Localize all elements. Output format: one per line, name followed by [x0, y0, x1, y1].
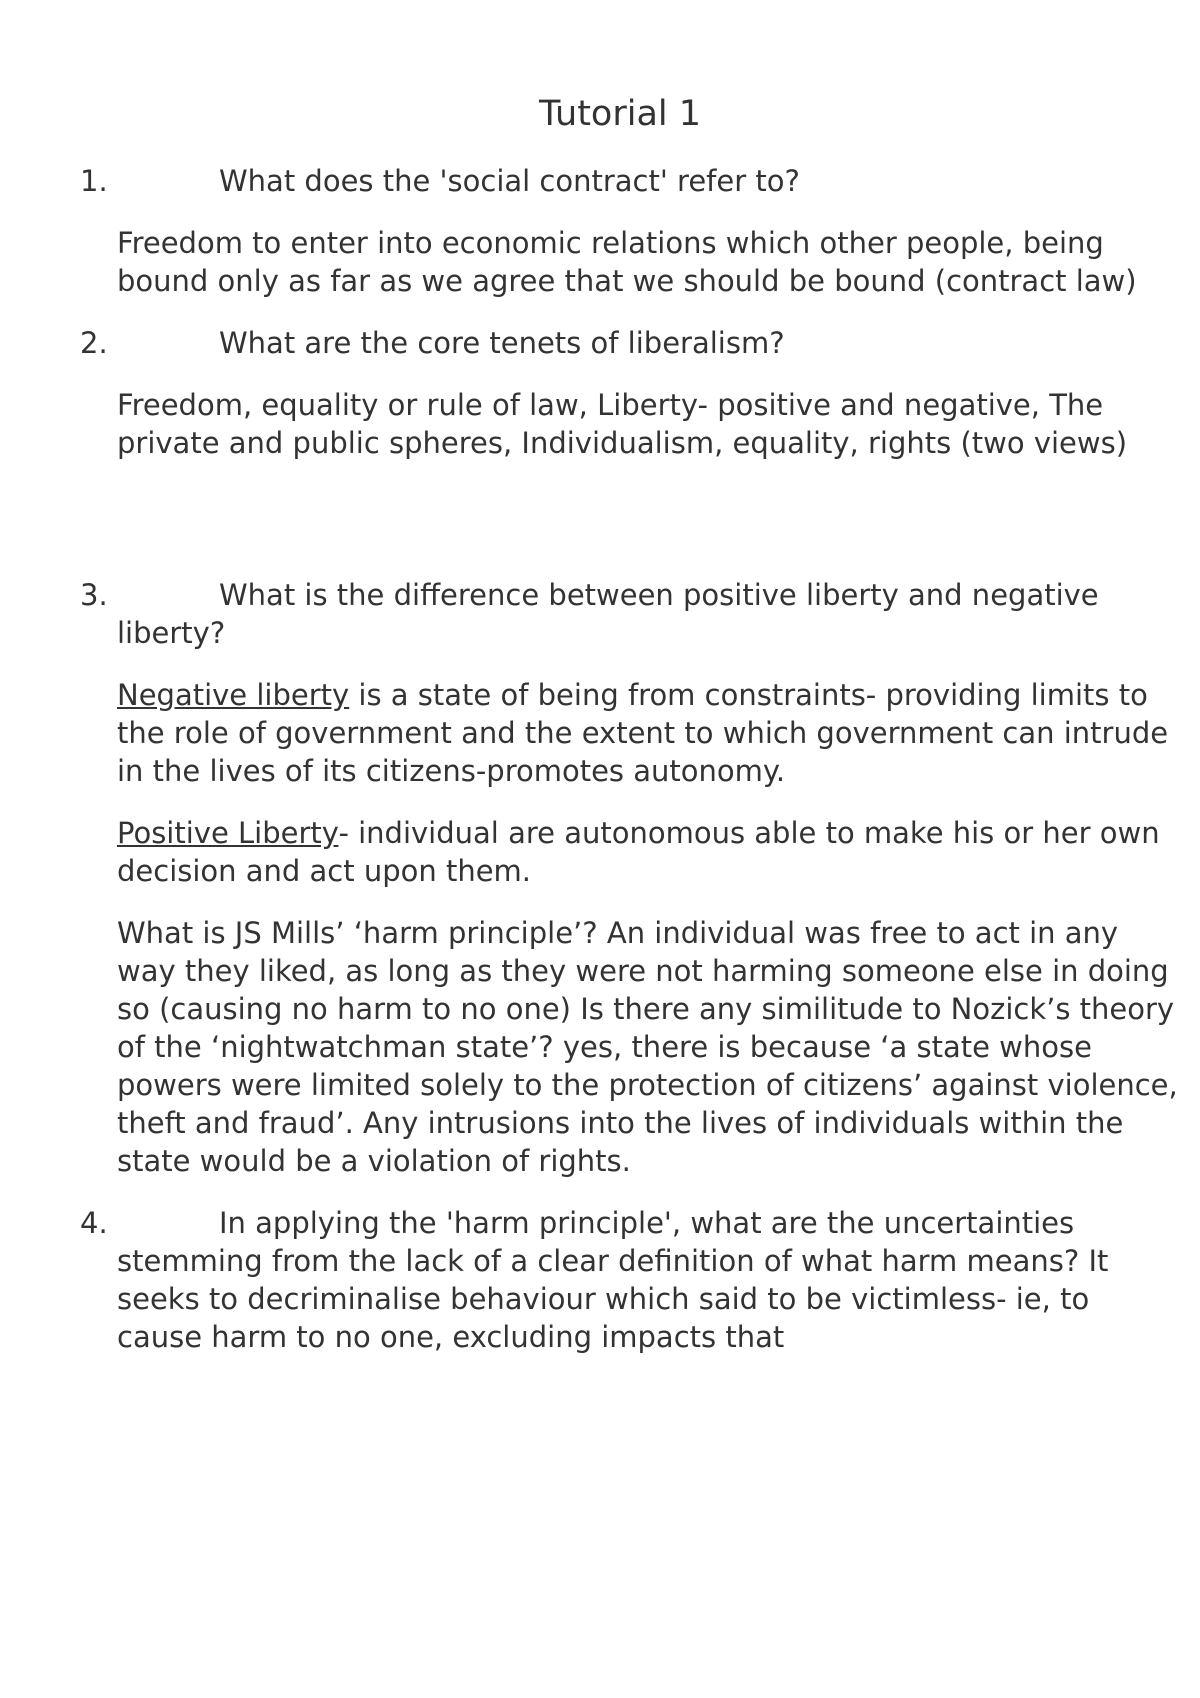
question-3-number: 3.: [80, 578, 108, 612]
answer-2: Freedom, equality or rule of law, Liberty- positive and negative, The private and public spheres, Individualism, equality, rights (two views): [117, 388, 1128, 460]
question-1-text: What does the 'social contract' refer to?: [219, 164, 800, 198]
question-1-number: 1.: [80, 164, 108, 198]
answer-3-positive: [117, 814, 1180, 890]
question-4-number: 4.: [80, 1206, 108, 1240]
document-title: Tutorial 1: [538, 94, 702, 134]
negative-liberty-term: Negative liberty: [117, 678, 350, 712]
blank-gap: [80, 486, 1180, 576]
document-body: [80, 162, 1180, 1380]
positive-liberty-definition: - individual are autonomous able to make his or her own decision and act upon them.: [117, 816, 1160, 888]
question-4: [80, 1204, 1180, 1356]
question-2: [80, 324, 1180, 362]
answer-3-negative: [117, 676, 1180, 790]
question-1: [80, 162, 1180, 200]
negative-liberty-definition: is a state of being from constraints- providing limits to the role of government and the extent to which government can intrude in the lives of its citizens-promotes autonomy.: [117, 678, 1169, 788]
answer-1: Freedom to enter into economic relations which other people, being bound only as far as we agree that we should be bound (contract law): [117, 226, 1137, 298]
question-2-number: 2.: [80, 326, 108, 360]
positive-liberty-term: Positive Liberty: [117, 816, 339, 850]
question-3: [80, 576, 1180, 652]
answer-3-harm-principle: What is JS Mills’ ‘harm principle’? An individual was free to act in any way they liked, as long as they were not harming someone else in doing so (causing no harm to no one) Is there any similitude to Nozick’s theory of the ‘nightwatchman state’? yes, there is because ‘a state whose powers were limited solely to the protection of citizens’ against violence, theft and fraud’. Any intrusions into the lives of individuals within the state would be a violation of rights.: [117, 916, 1178, 1178]
question-3-text: What is the difference between positive liberty and negative liberty?: [117, 578, 1099, 650]
question-4-text: In applying the 'harm principle', what are the uncertainties stemming from the lack of a clear definition of what harm means? It seeks to decriminalise behaviour which said to be victimless- ie, to cause harm to no one, excluding impacts that: [117, 1206, 1109, 1354]
question-2-text: What are the core tenets of liberalism?: [219, 326, 785, 360]
